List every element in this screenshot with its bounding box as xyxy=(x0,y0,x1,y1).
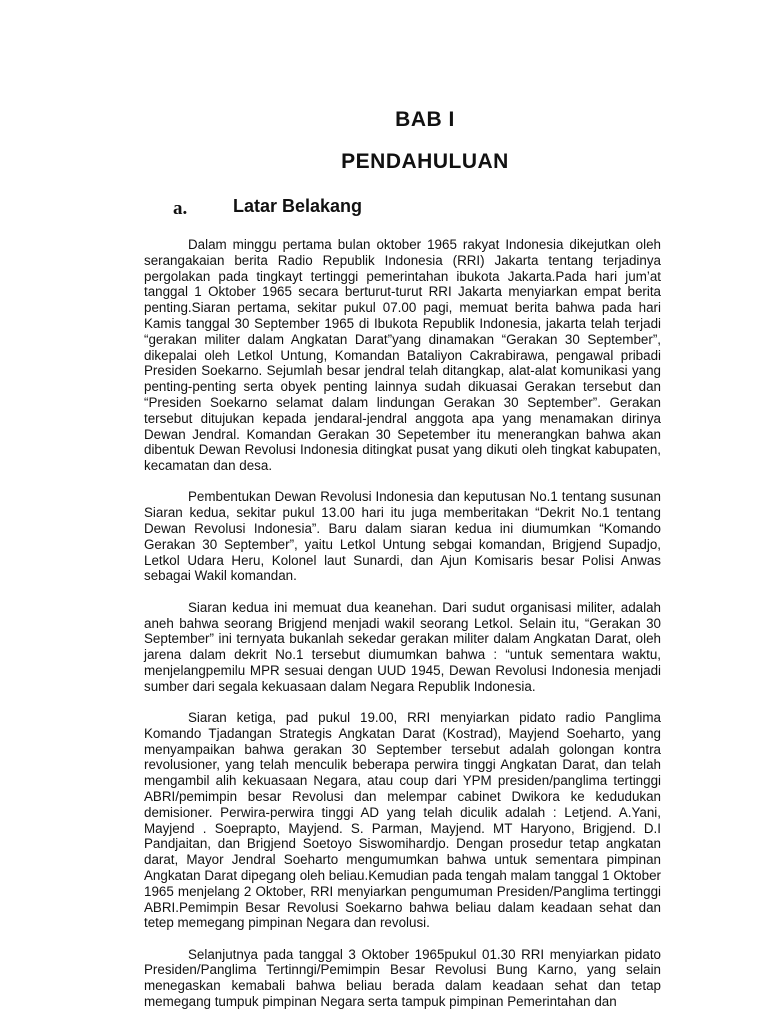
document-body xyxy=(144,237,661,1024)
paragraph: Dalam minggu pertama bulan oktober 1965 rakyat Indonesia dikejutkan oleh serangakaian berita Radio Republik Indonesia (RRI) Jakarta tentang terjadinya pergolakan pada tingkayt tertinggi pemerintahan ibukota Jakarta.Pada hari jum’at tanggal 1 Oktober 1965 secara berturut-turut RRI Jakarta menyiarkan empat berita penting.Siaran pertama, sekitar pukul 07.00 pagi, memuat berita bahwa pada hari Kamis tanggal 30 September 1965 di Ibukota Republik Indonesia, jakarta telah terjadi “gerakan militer dalam Angkatan Darat”yang dinamakan “Gerakan 30 September”, dikepalai oleh Letkol Untung, Komandan Bataliyon Cakrabirawa, pengawal pribadi Presiden Soekarno. Sejumlah besar jendral telah ditangkap, alat-alat komunikasi yang penting-penting serta obyek penting lainnya sudah dikuasai Gerakan tersebut dan “Presiden Soekarno selamat dalam lindungan Gerakan 30 September”. Gerakan tersebut ditujukan kepada jendaral-jendral anggota apa yang menamakan dirinya Dewan Jendral. Komandan Gerakan 30 Sepetember itu menerangkan bahwa akan dibentuk Dewan Revolusi Indonesia ditingkat pusat yang dikuti oleh tingkat kabupaten, kecamatan dan desa. xyxy=(144,237,661,474)
paragraph: Siaran kedua ini memuat dua keanehan. Dari sudut organisasi militer, adalah aneh bahwa seorang Brigjend menjadi wakil seorang Letkol. Selain itu, “Gerakan 30 September” ini ternyata bukanlah sekedar gerakan militer dalam Angkatan Darat, oleh jarena dalam dekrit No.1 tersebut diumumkan bahwa : “untuk sementara waktu, menjelangpemilu MPR sesuai dengan UUD 1945, Dewan Revolusi Indonesia menjadi sumber dari segala kekuasaan dalam Negara Republik Indonesia. xyxy=(144,599,661,694)
paragraph: Pembentukan Dewan Revolusi Indonesia dan keputusan No.1 tentang susunan Siaran kedua, sekitar pukul 13.00 hari itu juga memberitakan “Dekrit No.1 tentang Dewan Revolusi Indonesia”. Baru dalam siaran kedua ini diumumkan “Komando Gerakan 30 September”, yaitu Letkol Untung sebgai komandan, Brigjend Supadjo, Letkol Udara Heru, Kolonel laut Sunardi, dan Ajun Komisaris besar Polisi Anwas sebagai Wakil komandan. xyxy=(144,489,661,584)
paragraph: Selanjutnya pada tanggal 3 Oktober 1965pukul 01.30 RRI menyiarkan pidato Presiden/Panglima Tertinngi/Pemimpin Besar Revolusi Bung Karno, yang selain menegaskan kemabali bahwa beliau berada dalam keadaan sehat dan tetap memegang tumpuk pimpinan Negara serta tampuk pimpinan Pemerintahan dan xyxy=(144,946,661,1010)
chapter-heading: BAB I xyxy=(395,108,455,131)
chapter-title: PENDAHULUAN xyxy=(341,150,509,173)
section-marker: a. xyxy=(173,198,188,219)
paragraph: Siaran ketiga, pad pukul 19.00, RRI menyiarkan pidato radio Panglima Komando Tjadangan Strategis Angkatan Darat (Kostrad), Mayjend Soeharto, yang menyampaikan bahwa gerakan 30 September tersebut adalah golongan kontra revolusioner, yang telah menculik beberapa perwira tinggi Angkatan Darat, dan telah mengambil alih kekuasaan Negara, atau coup dari YPM presiden/panglima tertinggi ABRI/pemimpin besar Revolusi dan melempar cabinet Dwikora ke kedudukan demisioner. Perwira-perwira tinggi AD yang telah diculik adalah : Letjend. A.Yani, Mayjend . Soeprapto, Mayjend. S. Parman, Mayjend. MT Haryono, Brigjend. D.I Pandjaitan, dan Brigjend Soetoyo Siswomihardjo. Dengan prosedur tetap angkatan darat, Mayor Jendral Soeharto mengumumkan bahwa untuk sementara pimpinan Angkatan Darat dipegang oleh beliau.Kemudian pada tengah malam tanggal 1 Oktober 1965 menjelang 2 Oktober, RRI menyiarkan pengumuman Presiden/Panglima tertinggi ABRI.Pemimpin Besar Revolusi Soekarno bahwa beliau dalam keadaan sehat dan tetep memegang pimpinan Negara dan revolusi. xyxy=(144,710,661,931)
section-title: Latar Belakang xyxy=(233,196,363,216)
